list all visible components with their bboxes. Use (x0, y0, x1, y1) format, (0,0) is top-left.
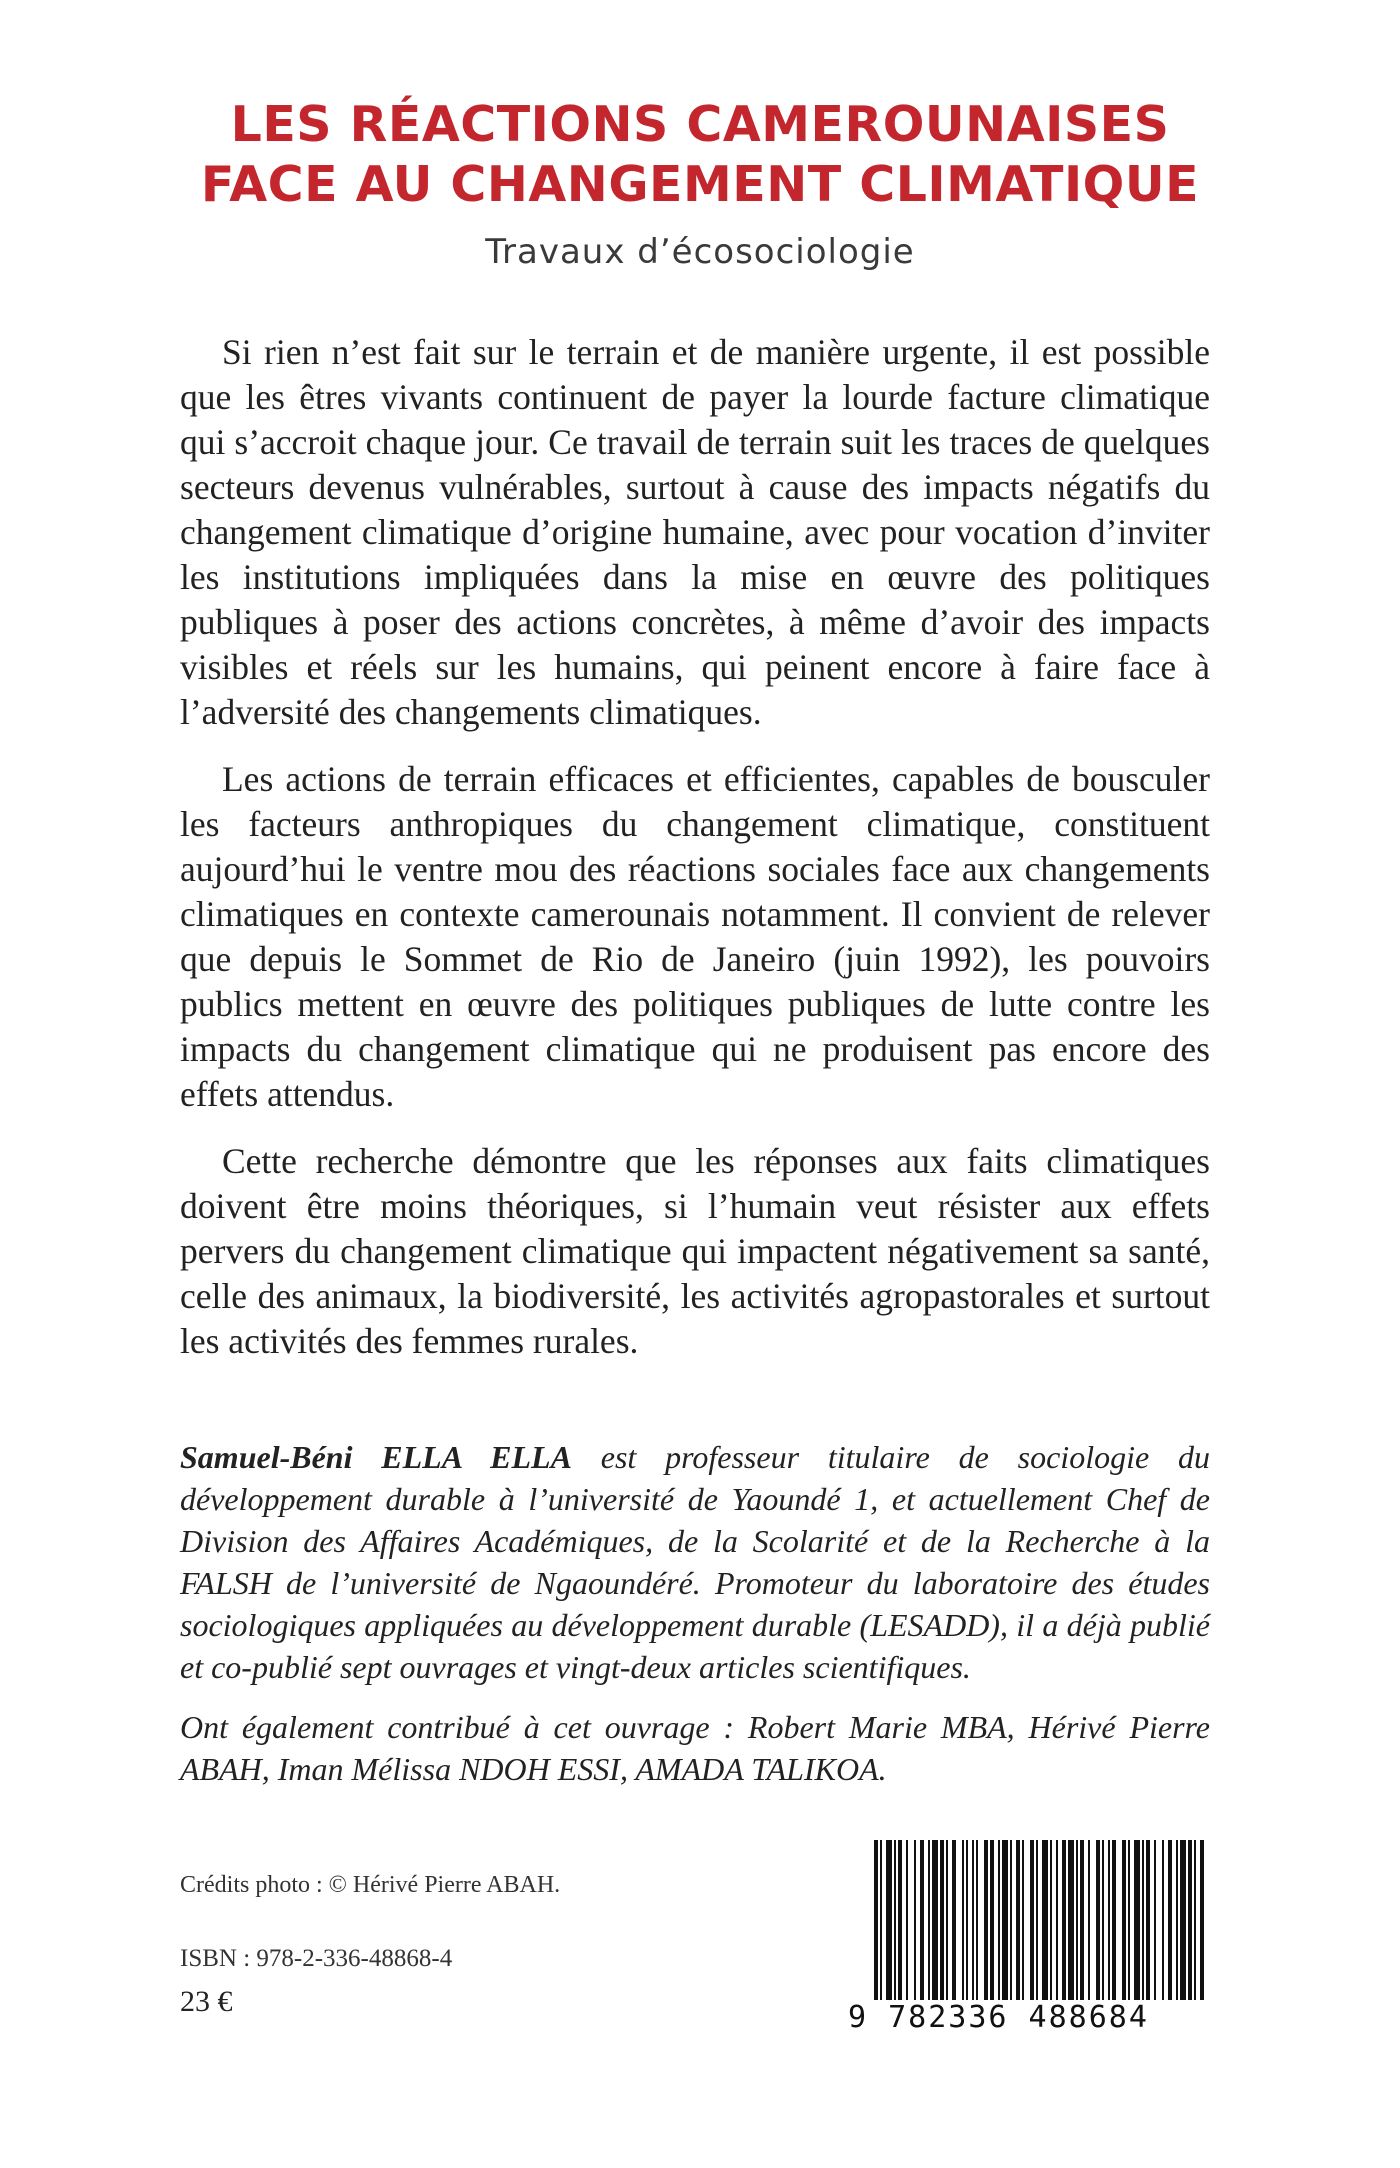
barcode-bar (946, 1840, 948, 2000)
barcode-bar (898, 1840, 902, 2000)
barcode-bar (1096, 1840, 1100, 2000)
barcode-bar (928, 1840, 930, 2000)
title-line-1: LES RÉACTIONS CAMEROUNAISES (230, 96, 1170, 153)
author-bio-text: est professeur titulaire de sociologie du développement durable à l’université de Yaoundé 1, et actuellement Chef de Division des Affaires Académiques, de la Scolarité et de la Recherche à la FALSH de l’université de Ngaoundéré. Promoteur du laboratoire des études sociologiques appliquées au développement durable (LESADD), il a déjà publié et co-publié sept ouvrages et vingt-deux articles scientifiques. (180, 1439, 1211, 1685)
barcode-bar (1146, 1840, 1150, 2000)
barcode-bar (1128, 1840, 1130, 2000)
barcode-bar (1002, 1840, 1008, 2000)
summary-paragraph-2: Les actions de terrain efficaces et efficientes, capables de bousculer les facteurs anthropiques du changement climatique, constituent aujourd’hui le ventre mou des réactions sociales face aux changements climatiques en contexte camerounais notamment. Il convient de relever que depuis le Sommet de Rio de Janeiro (juin 1992), les pouvoirs publics mettent en œuvre des politiques publiques de lutte contre les impacts du changement climatique qui ne produisent pas encore des effets attendus. (180, 759, 1210, 1114)
barcode (870, 1840, 1210, 2016)
author-bio (180, 1436, 1210, 1808)
barcode-bar (1016, 1840, 1020, 2000)
author-bio-paragraph (180, 1436, 1210, 1688)
barcode-bar (1056, 1840, 1058, 2000)
barcode-bar (1142, 1840, 1144, 2000)
barcode-bar (1088, 1840, 1090, 2000)
barcode-bar (932, 1840, 938, 2000)
summary-text (180, 330, 1210, 1386)
summary-paragraph-3: Cette recherche démontre que les réponses aux faits climatiques doivent être moins théoriques, si l’humain veut résister aux effets pervers du changement climatique qui impactent négativement sa santé, celle des animaux, la biodiversité, les activités agropastorales et surtout les activités des femmes rurales. (180, 1141, 1210, 1361)
barcode-bar (998, 1840, 1000, 2000)
author-name: Samuel-Béni ELLA ELLA (180, 1439, 572, 1475)
barcode-bar (1102, 1840, 1104, 2000)
title-line-2: FACE AU CHANGEMENT CLIMATIQUE (200, 156, 1200, 213)
barcode-bar (1180, 1840, 1186, 2000)
barcode-bar (1108, 1840, 1110, 2000)
barcode-digits: 9 782336 488684 (848, 2000, 1149, 2035)
barcode-bar (1030, 1840, 1034, 2000)
barcode-bar (1076, 1840, 1078, 2000)
barcode-bar (874, 1840, 878, 2000)
barcode-bar (984, 1840, 988, 2000)
barcode-bar (1162, 1840, 1164, 2000)
barcode-bar (886, 1840, 892, 2000)
barcode-bars (870, 1840, 1210, 2000)
barcode-bar (952, 1840, 956, 2000)
barcode-bar (1010, 1840, 1012, 2000)
barcode-bar (1176, 1840, 1178, 2000)
barcode-bar (1122, 1840, 1126, 2000)
book-title (0, 95, 1400, 215)
barcode-bar (1200, 1840, 1204, 2000)
contributors: Ont également contribué à cet ouvrage : Robert Marie MBA, Hérivé Pierre ABAH, Iman Mélissa NDOH ESSI, AMADA TALIKOA. (180, 1709, 1210, 1787)
barcode-bar (1042, 1840, 1048, 2000)
barcode-bar (906, 1840, 908, 2000)
photo-credits: Crédits photo : © Hérivé Pierre ABAH. (180, 1872, 561, 1898)
barcode-bar (914, 1840, 916, 2000)
barcode-bar (894, 1840, 896, 2000)
barcode-bar (1188, 1840, 1192, 2000)
barcode-bar (990, 1840, 994, 2000)
barcode-bar (880, 1840, 882, 2000)
price: 23 € (180, 1985, 233, 2018)
barcode-bar (1194, 1840, 1196, 2000)
isbn: ISBN : 978-2-336-48868-4 (180, 1945, 453, 1972)
barcode-bar (976, 1840, 978, 2000)
barcode-bar (920, 1840, 924, 2000)
barcode-bar (962, 1840, 964, 2000)
barcode-bar (1154, 1840, 1156, 2000)
barcode-bar (1080, 1840, 1084, 2000)
barcode-bar (966, 1840, 968, 2000)
barcode-bar (1022, 1840, 1024, 2000)
barcode-bar (1068, 1840, 1074, 2000)
barcode-bar (940, 1840, 944, 2000)
barcode-bar (1062, 1840, 1066, 2000)
barcode-bar (1134, 1840, 1140, 2000)
barcode-bar (972, 1840, 974, 2000)
barcode-bar (1036, 1840, 1038, 2000)
summary-paragraph-1: Si rien n’est fait sur le terrain et de manière urgente, il est possible que les êtres vivants continuent de payer la lourde facture climatique qui s’accroit chaque jour. Ce travail de terrain suit les traces de quelques secteurs devenus vulnérables, surtout à cause des impacts négatifs du changement climatique d’origine humaine, avec pour vocation d’inviter les institutions impliquées dans la mise en œuvre des politiques publiques à poser des actions concrètes, à même d’avoir des impacts visibles et réels sur les humains, qui peinent encore à faire face à l’adversité des changements climatiques. (180, 332, 1210, 732)
barcode-bar (1168, 1840, 1172, 2000)
barcode-bar (1112, 1840, 1116, 2000)
barcode-bar (1050, 1840, 1052, 2000)
book-subtitle: Travaux d’écosociologie (485, 232, 915, 272)
